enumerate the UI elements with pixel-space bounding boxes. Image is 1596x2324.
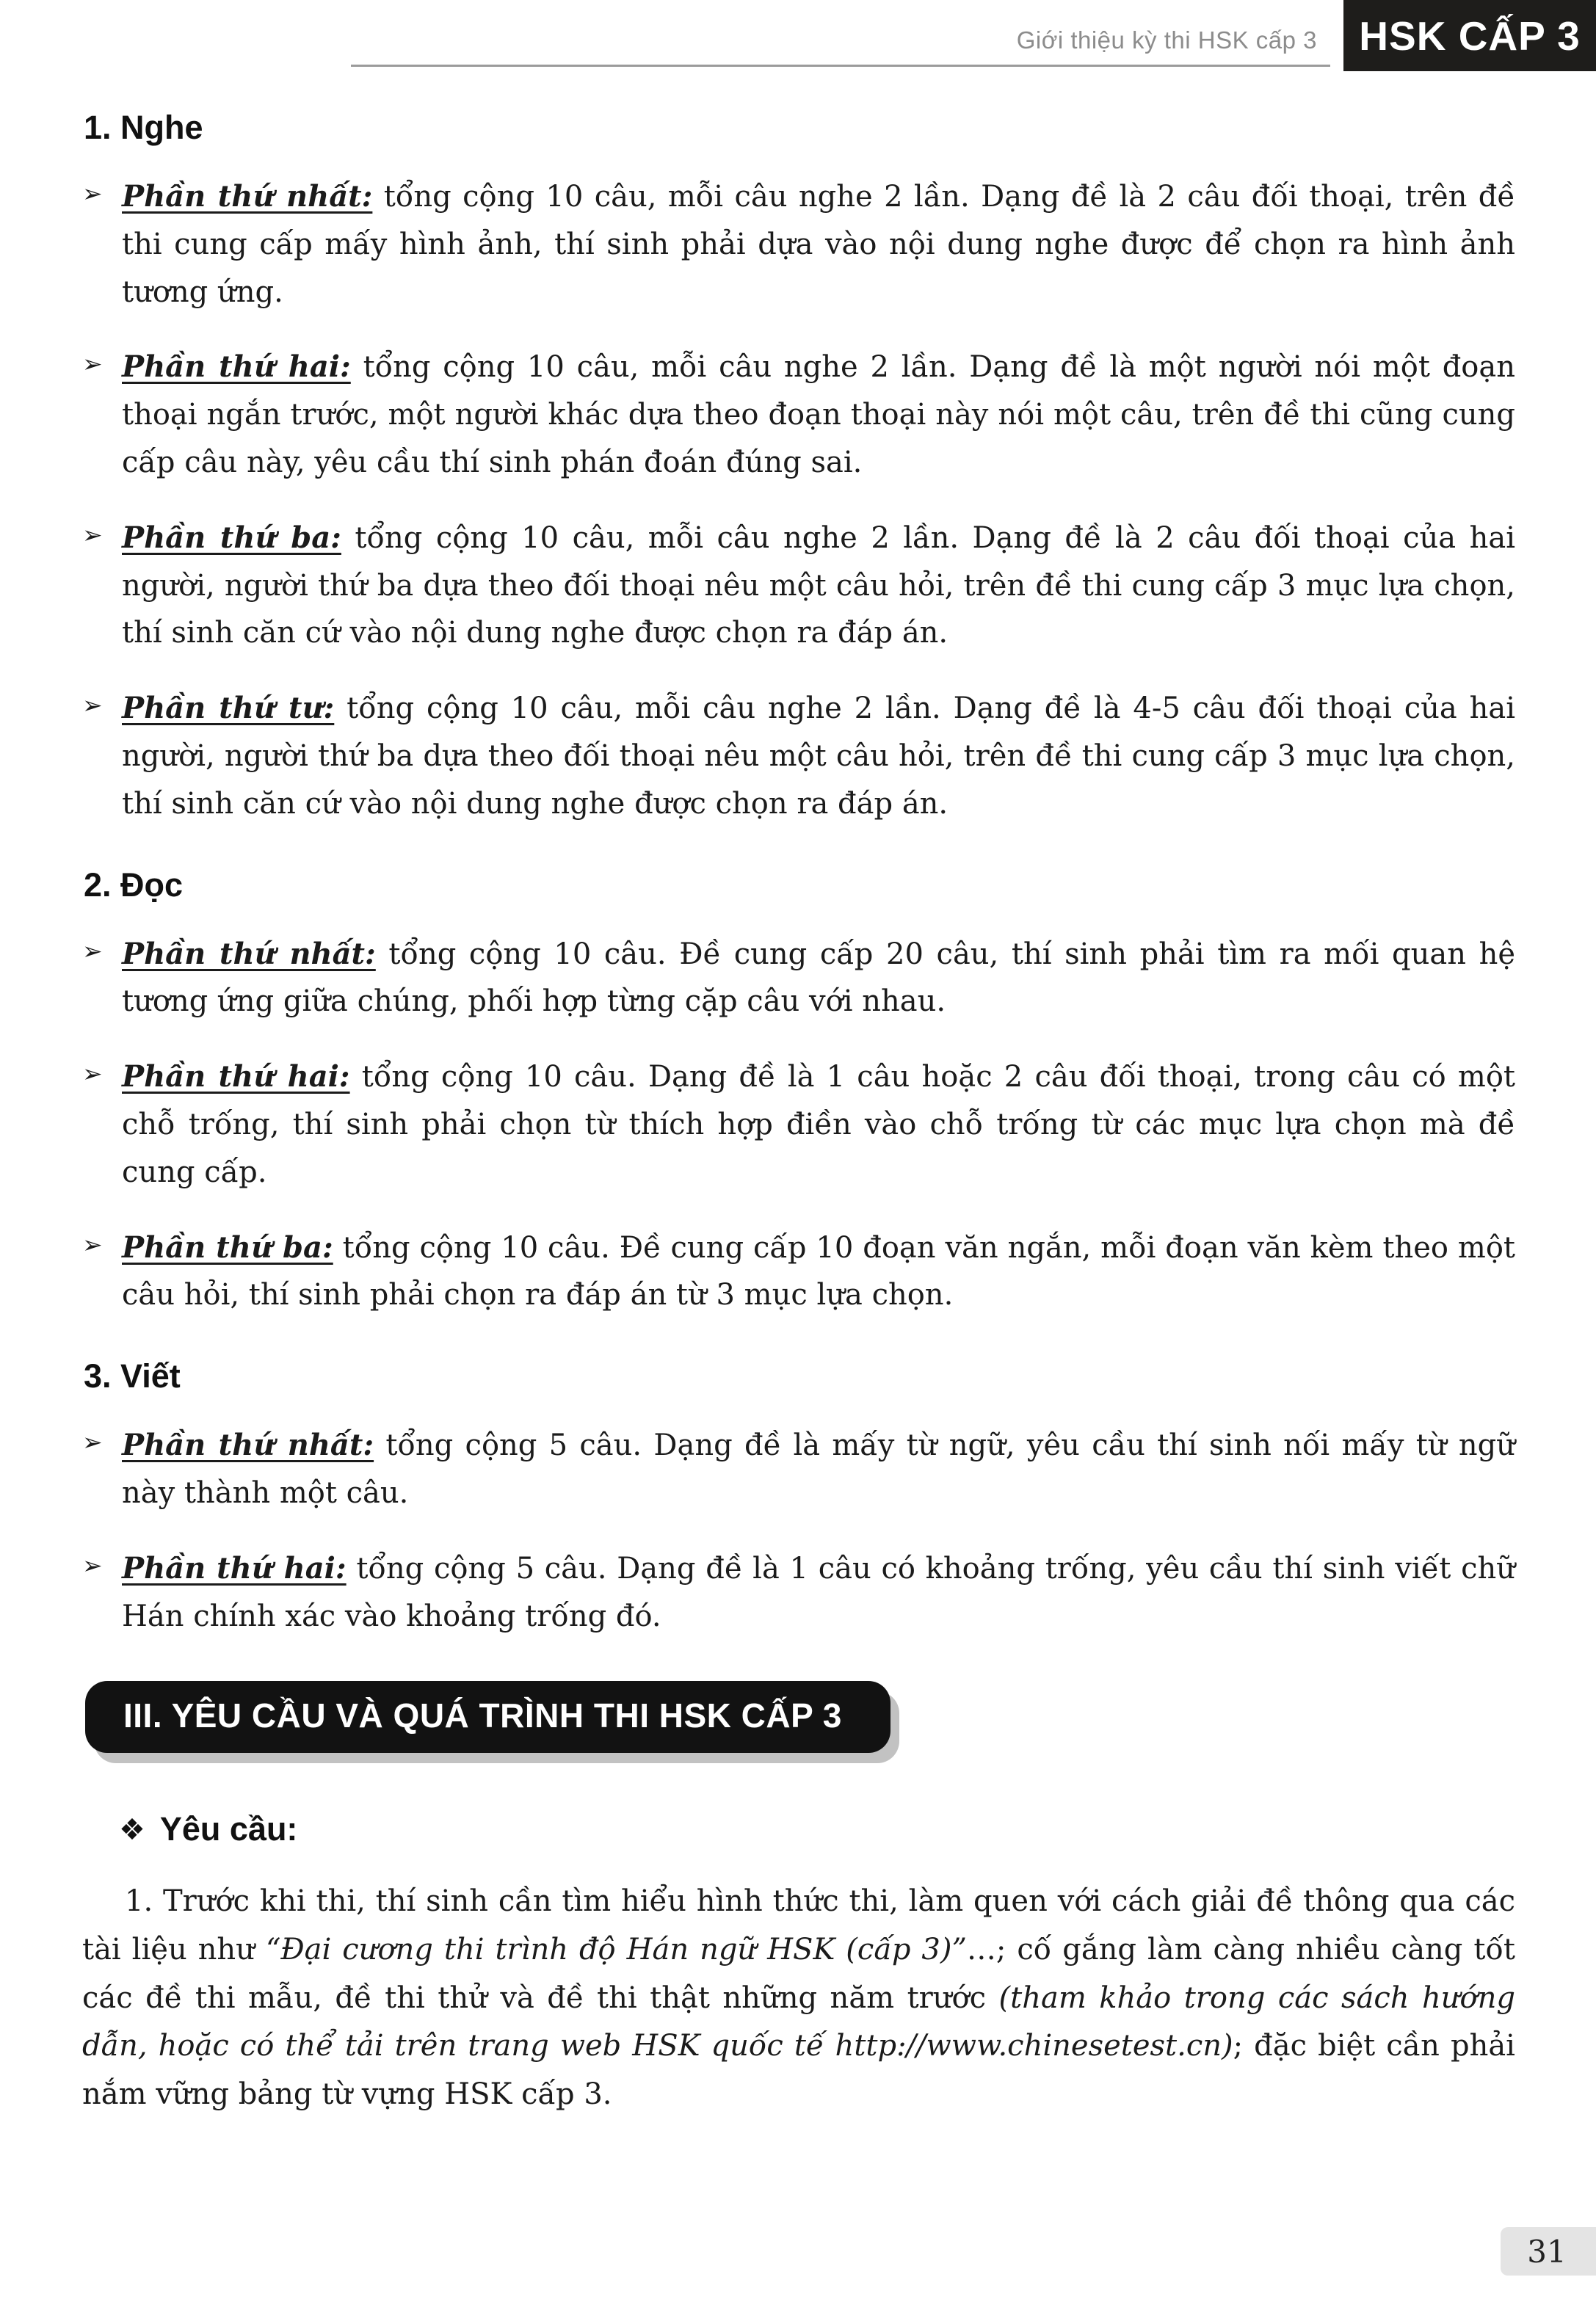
bullet-arrow-icon: ➢ <box>82 349 103 379</box>
bullet-lead: Phần thứ nhất: <box>122 936 376 971</box>
diamond-icon: ❖ <box>119 1813 145 1848</box>
bullet-body: tổng cộng 10 câu, mỗi câu nghe 2 lần. Dạng đề là 4-5 câu đối thoại của hai người, người thứ ba dựa theo đối thoại nêu một câu hỏi, trên đề thi cung cấp 3 mục lựa chọn, thí sinh căn cứ vào nội dung nghe được chọn ra đáp án. <box>122 691 1515 821</box>
bullet-text <box>122 1422 1515 1517</box>
bullet-arrow-icon: ➢ <box>82 1428 103 1457</box>
section-title-viet: 3. Viết <box>84 1357 181 1395</box>
running-head <box>0 0 1596 73</box>
bullet-body: tổng cộng 10 câu, mỗi câu nghe 2 lần. Dạng đề là một người nói một đoạn thoại ngắn trước, một người khác dựa theo đoạn thoại này nói một câu, trên đề thi cũng cung cấp câu này, yêu cầu thí sinh phán đoán đúng sai. <box>122 350 1515 479</box>
bullet-body: tổng cộng 10 câu, mỗi câu nghe 2 lần. Dạng đề là 2 câu đối thoại, trên đề thi cung cấp mấy hình ảnh, thí sinh phải dựa vào nội dung nghe được để chọn ra hình ảnh tương ứng. <box>122 180 1516 309</box>
bullet-arrow-icon: ➢ <box>82 1550 103 1580</box>
bullet-arrow-icon: ➢ <box>82 691 103 720</box>
bullet-body: tổng cộng 5 câu. Dạng đề là mấy từ ngữ, yêu cầu thí sinh nối mấy từ ngữ này thành một câu. <box>122 1428 1515 1510</box>
bullet-text <box>122 1224 1515 1320</box>
bullet-body: tổng cộng 10 câu. Dạng đề là 1 câu hoặc 2 câu đối thoại, trong câu có một chỗ trống, thí sinh phải chọn từ thích hợp điền vào chỗ trống từ các mục lựa chọn mà đề cung cấp. <box>122 1060 1515 1189</box>
list-item <box>82 1545 1515 1641</box>
bullet-body: tổng cộng 10 câu. Đề cung cấp 20 câu, thí sinh phải tìm ra mối quan hệ tương ứng giữa chúng, phối hợp từng cặp câu với nhau. <box>122 937 1516 1019</box>
list-item <box>82 173 1515 316</box>
bullet-body: tổng cộng 10 câu. Đề cung cấp 10 đoạn văn ngắn, mỗi đoạn văn kèm theo một câu hỏi, thí sinh phải chọn ra đáp án từ 3 mục lựa chọn. <box>122 1230 1515 1312</box>
list-item <box>82 1053 1515 1196</box>
running-title-rule <box>351 0 1330 67</box>
bullet-text <box>122 344 1515 486</box>
bullet-lead: Phần thứ tư: <box>122 691 335 726</box>
section-banner: III. YÊU CẦU VÀ QUÁ TRÌNH THI HSK CẤP 3 <box>85 1681 891 1753</box>
requirements-heading-label: Yêu cầu: <box>159 1810 298 1848</box>
bullet-text <box>122 685 1515 827</box>
bullet-body: tổng cộng 10 câu, mỗi câu nghe 2 lần. Dạng đề là 2 câu đối thoại của hai người, người thứ ba dựa theo đối thoại nêu một câu hỏi, trên đề thi cung cấp 3 mục lựa chọn, thí sinh căn cứ vào nội dung nghe được chọn ra đáp án. <box>122 520 1516 650</box>
bullet-body: tổng cộng 5 câu. Dạng đề là 1 câu có khoảng trống, yêu cầu thí sinh viết chữ Hán chính xác vào khoảng trống đó. <box>122 1551 1515 1633</box>
running-title: Giới thiệu kỳ thi HSK cấp 3 <box>1016 26 1317 54</box>
bullet-lead: Phần thứ ba: <box>122 520 341 555</box>
bullet-arrow-icon: ➢ <box>82 520 103 549</box>
bullet-lead: Phần thứ nhất: <box>122 179 373 214</box>
bullet-lead: Phần thứ hai: <box>122 1550 347 1586</box>
page-number: 31 <box>1501 2227 1596 2276</box>
bullet-arrow-icon: ➢ <box>82 936 103 965</box>
bullet-text <box>122 1053 1515 1196</box>
section-title-doc: 2. Đọc <box>84 865 184 904</box>
bullet-arrow-icon: ➢ <box>82 1230 103 1259</box>
list-item <box>82 515 1515 657</box>
banner-row <box>85 1681 1515 1753</box>
bullet-lead: Phần thứ hai: <box>122 1059 350 1094</box>
bullet-arrow-icon: ➢ <box>82 179 103 208</box>
requirements-paragraph: 1. Trước khi thi, thí sinh cần tìm hiểu hình thức thi, làm quen với cách giải đề thông qua các tài liệu như “Đại cương thi trình độ Hán ngữ HSK (cấp 3)”…; cố gắng làm càng nhiều càng tốt các đề thi mẫu, đề thi thử và đề thi thật những năm trước (tham khảo trong các sách hướng dẫn, hoặc có thể tải trên trang web HSK quốc tế http://www.chinesetest.cn); đặc biệt cần phải nắm vững bảng từ vựng HSK cấp 3. <box>82 1884 1516 2111</box>
bullet-lead: Phần thứ ba: <box>122 1230 333 1265</box>
section-title-nghe: 1. Nghe <box>84 109 203 146</box>
list-item <box>82 344 1515 486</box>
list-item <box>82 1422 1515 1517</box>
list-item <box>82 1224 1515 1320</box>
bullet-lead: Phần thứ hai: <box>122 349 351 385</box>
requirements-heading <box>119 1810 1515 1848</box>
bullet-text <box>122 515 1515 657</box>
bullet-text <box>122 1545 1515 1641</box>
list-item <box>82 685 1515 827</box>
bullet-text <box>122 173 1515 316</box>
list-item <box>82 931 1515 1026</box>
bullet-arrow-icon: ➢ <box>82 1059 103 1089</box>
chapter-badge: HSK CẤP 3 <box>1343 0 1596 71</box>
bullet-lead: Phần thứ nhất: <box>122 1428 374 1463</box>
bullet-text <box>122 931 1515 1026</box>
